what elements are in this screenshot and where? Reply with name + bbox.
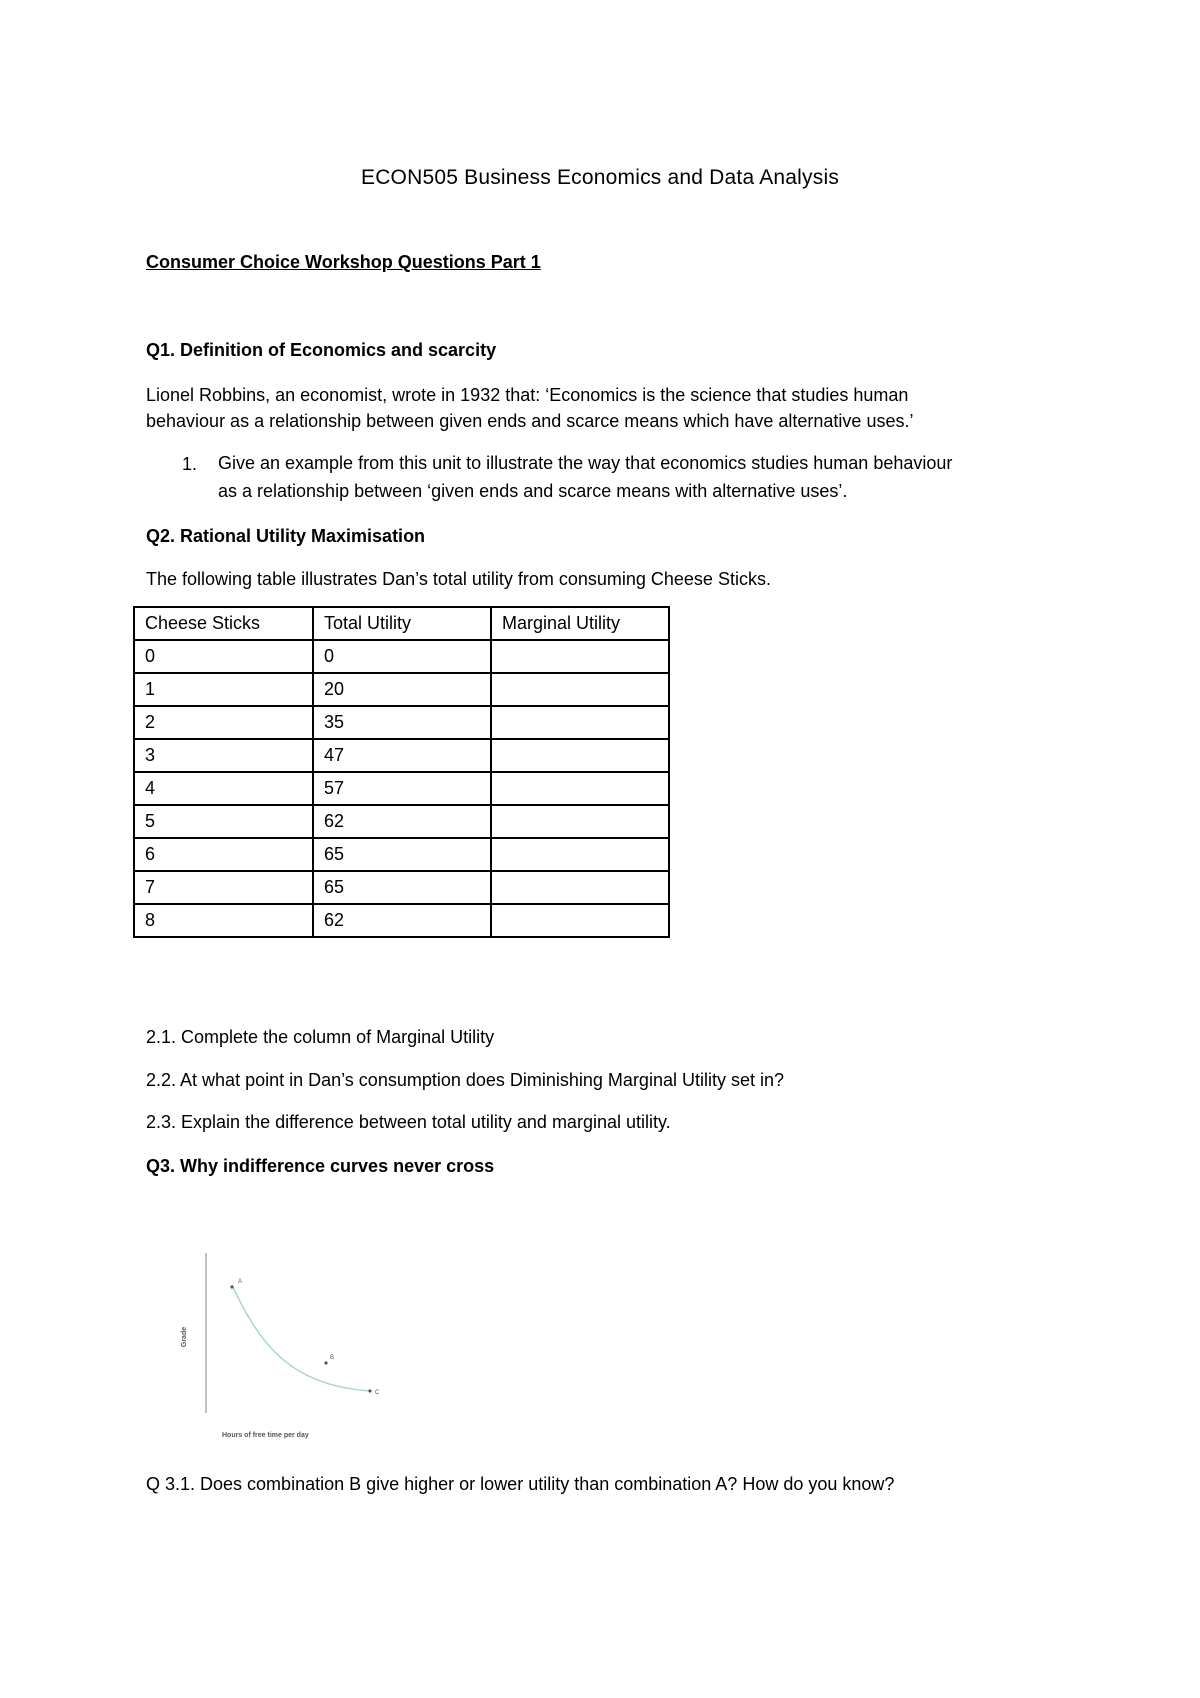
indifference-curve-svg (170, 1245, 430, 1445)
table-header-cheese-sticks: Cheese Sticks (134, 607, 313, 640)
table-cell-cheese-sticks: 1 (134, 673, 313, 706)
table-cell-marginal-utility[interactable] (491, 871, 669, 904)
table-cell-cheese-sticks: 2 (134, 706, 313, 739)
point-a-marker (230, 1285, 233, 1288)
table-row (134, 838, 669, 871)
table-header-marginal-utility: Marginal Utility (491, 607, 669, 640)
q2-heading: Q2. Rational Utility Maximisation (146, 526, 426, 546)
table-row (134, 772, 669, 805)
document-subtitle: Consumer Choice Workshop Questions Part 1 (146, 252, 541, 272)
q2-subquestion-1 (146, 1024, 494, 1050)
table-cell-cheese-sticks: 6 (134, 838, 313, 871)
table-cell-total-utility: 62 (313, 805, 491, 838)
table-cell-cheese-sticks: 4 (134, 772, 313, 805)
q1-list-item-line-1: Give an example from this unit to illustrate the way that economics studies human behaviour (218, 453, 953, 473)
q1-heading: Q1. Definition of Economics and scarcity (146, 340, 497, 360)
q2-subquestion-3-text: Explain the difference between total utility and marginal utility. (176, 1112, 671, 1132)
table-cell-total-utility: 62 (313, 904, 491, 937)
table-row (134, 871, 669, 904)
table-cell-cheese-sticks: 7 (134, 871, 313, 904)
table-cell-marginal-utility[interactable] (491, 739, 669, 772)
table-header-total-utility: Total Utility (313, 607, 491, 640)
table-cell-cheese-sticks: 0 (134, 640, 313, 673)
x-axis-label: Hours of free time per day (222, 1432, 309, 1439)
table-row (134, 673, 669, 706)
table-cell-marginal-utility[interactable] (491, 805, 669, 838)
table-row (134, 739, 669, 772)
indifference-curve (232, 1285, 370, 1391)
q1-list-item-line-2: as a relationship between ‘given ends and scarce means with alternative uses’. (218, 481, 848, 501)
q2-subquestion-2-number: 2.2. (146, 1070, 177, 1090)
indifference-curve-figure (170, 1245, 430, 1445)
table-cell-total-utility: 57 (313, 772, 491, 805)
table-cell-marginal-utility[interactable] (491, 673, 669, 706)
table-cell-cheese-sticks: 8 (134, 904, 313, 937)
table-row (134, 706, 669, 739)
point-c-label: C (375, 1390, 380, 1396)
table-cell-marginal-utility[interactable] (491, 640, 669, 673)
point-a-label: A (238, 1279, 243, 1285)
table-cell-cheese-sticks: 3 (134, 739, 313, 772)
table-cell-total-utility: 65 (313, 838, 491, 871)
point-c-marker (368, 1389, 371, 1392)
q2-subquestion-1-text: Complete the column of Marginal Utility (176, 1027, 495, 1047)
table-row (134, 640, 669, 673)
table-cell-total-utility: 65 (313, 871, 491, 904)
q2-subquestion-2 (146, 1067, 784, 1093)
table-cell-marginal-utility[interactable] (491, 838, 669, 871)
q2-intro: The following table illustrates Dan’s total utility from consuming Cheese Sticks. (146, 569, 771, 589)
q1-paragraph-line-2: behaviour as a relationship between given ends and scarce means which have alternative uses.’ (146, 411, 914, 431)
table-cell-cheese-sticks: 5 (134, 805, 313, 838)
table-cell-total-utility: 20 (313, 673, 491, 706)
q3-subquestion-1: Q 3.1. Does combination B give higher or lower utility than combination A? How do you know? (146, 1474, 895, 1494)
point-b-label: B (330, 1355, 335, 1361)
table-row (134, 805, 669, 838)
q2-subquestion-3-number: 2.3. (146, 1112, 177, 1132)
point-b-marker (324, 1361, 327, 1364)
table-cell-marginal-utility[interactable] (491, 706, 669, 739)
table-row (134, 904, 669, 937)
y-axis-label: Grade (181, 1326, 188, 1348)
q2-subquestion-1-number: 2.1. (146, 1027, 177, 1047)
document-title: ECON505 Business Economics and Data Analysis (360, 166, 840, 189)
table-cell-total-utility: 0 (313, 640, 491, 673)
q1-list-number: 1. (182, 454, 198, 474)
q1-paragraph-line-1: Lionel Robbins, an economist, wrote in 1932 that: ‘Economics is the science that studies human (146, 385, 909, 405)
q2-subquestion-2-text: At what point in Dan’s consumption does Diminishing Marginal Utility set in? (176, 1070, 784, 1090)
utility-table (133, 606, 670, 938)
table-cell-total-utility: 35 (313, 706, 491, 739)
table-header-row (134, 607, 669, 640)
q2-subquestion-3 (146, 1109, 671, 1135)
q3-heading: Q3. Why indifference curves never cross (146, 1156, 495, 1176)
table-cell-marginal-utility[interactable] (491, 904, 669, 937)
table-cell-total-utility: 47 (313, 739, 491, 772)
table-cell-marginal-utility[interactable] (491, 772, 669, 805)
